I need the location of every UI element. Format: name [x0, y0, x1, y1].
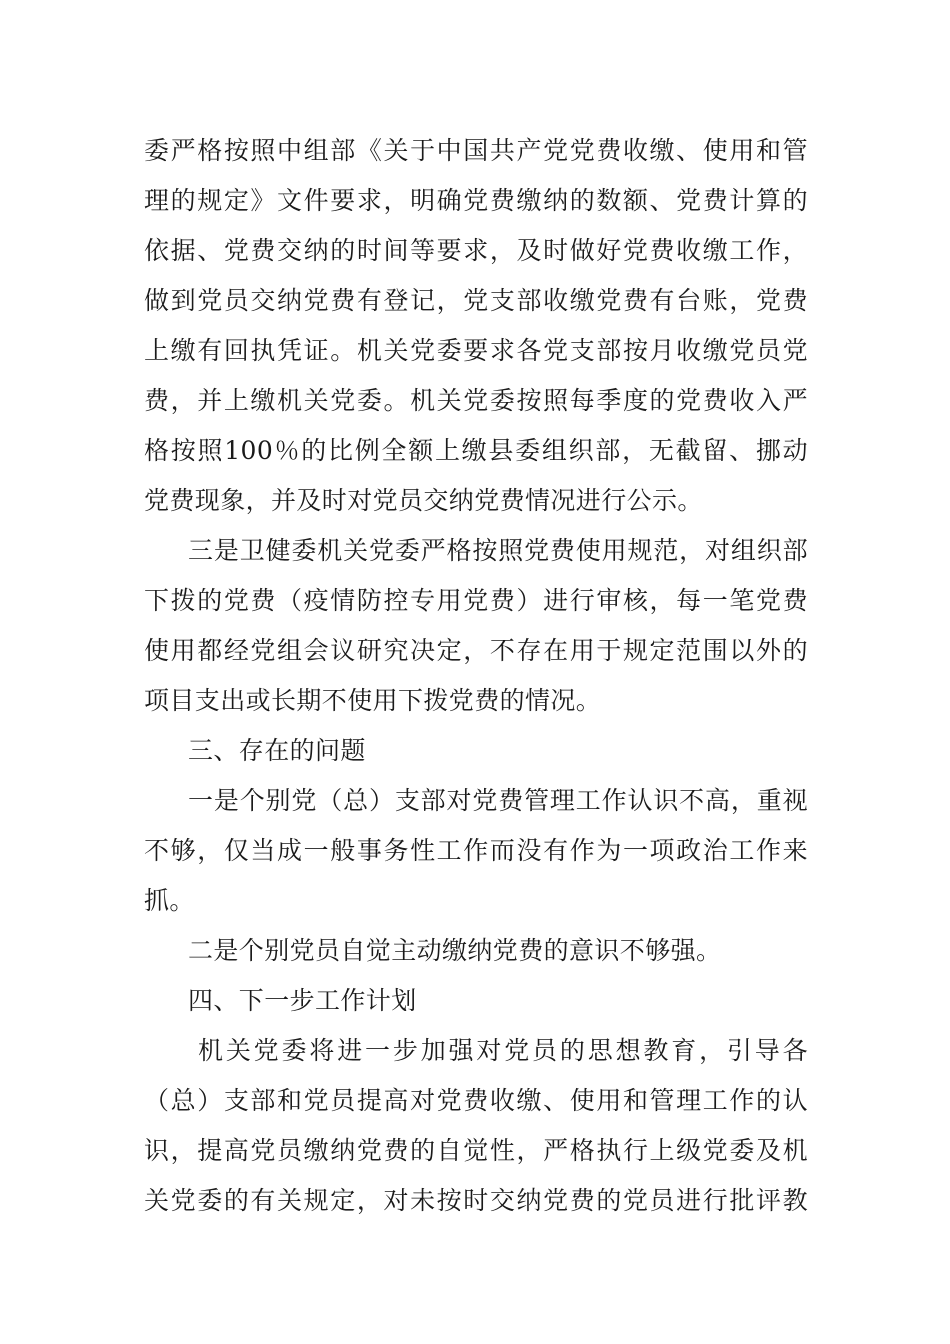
section-heading: 三、存在的问题 — [188, 736, 366, 765]
paragraph-line: 一是个别党（总）支部对党费管理工作认识不高，重视 — [188, 786, 808, 815]
paragraph-line: 抓。 — [144, 886, 195, 915]
paragraph-line: 党费现象，并及时对党员交纳党费情况进行公示。 — [144, 486, 703, 515]
paragraph-line: 下拨的党费（疫情防控专用党费）进行审核，每一笔党费 — [144, 586, 808, 615]
paragraph-line: 三是卫健委机关党委严格按照党费使用规范，对组织部 — [188, 536, 808, 565]
paragraph-line: 做到党员交纳党费有登记，党支部收缴党费有台账，党费 — [144, 286, 808, 315]
paragraph-line: 费，并上缴机关党委。机关党委按照每季度的党费收入严 — [144, 386, 808, 415]
section-heading: 四、下一步工作计划 — [188, 986, 417, 1015]
paragraph-line: 识，提高党员缴纳党费的自觉性，严格执行上级党委及机 — [144, 1136, 808, 1165]
document-body — [144, 126, 808, 1226]
paragraph-line: 委严格按照中组部《关于中国共产党党费收缴、使用和管 — [144, 136, 808, 165]
paragraph-line: 上缴有回执凭证。机关党委要求各党支部按月收缴党员党 — [144, 336, 808, 365]
paragraph-line: 机关党委将进一步加强对党员的思想教育，引导各 — [198, 1036, 808, 1065]
paragraph-line: 二是个别党员自觉主动缴纳党费的意识不够强。 — [188, 936, 722, 965]
paragraph-line: 使用都经党组会议研究决定，不存在用于规定范围以外的 — [144, 636, 808, 665]
paragraph-line: 依据、党费交纳的时间等要求，及时做好党费收缴工作， — [144, 236, 808, 265]
paragraph-line: 不够，仅当成一般事务性工作而没有作为一项政治工作来 — [144, 836, 808, 865]
paragraph-line: （总）支部和党员提高对党费收缴、使用和管理工作的认 — [144, 1086, 808, 1115]
paragraph-line: 关党委的有关规定，对未按时交纳党费的党员进行批评教 — [144, 1186, 808, 1215]
paragraph-line: 项目支出或长期不使用下拨党费的情况。 — [144, 686, 602, 715]
paragraph-line: 理的规定》文件要求，明确党费缴纳的数额、党费计算的 — [144, 186, 808, 215]
paragraph-line: 格按照100％的比例全额上缴县委组织部，无截留、挪动 — [144, 436, 808, 465]
